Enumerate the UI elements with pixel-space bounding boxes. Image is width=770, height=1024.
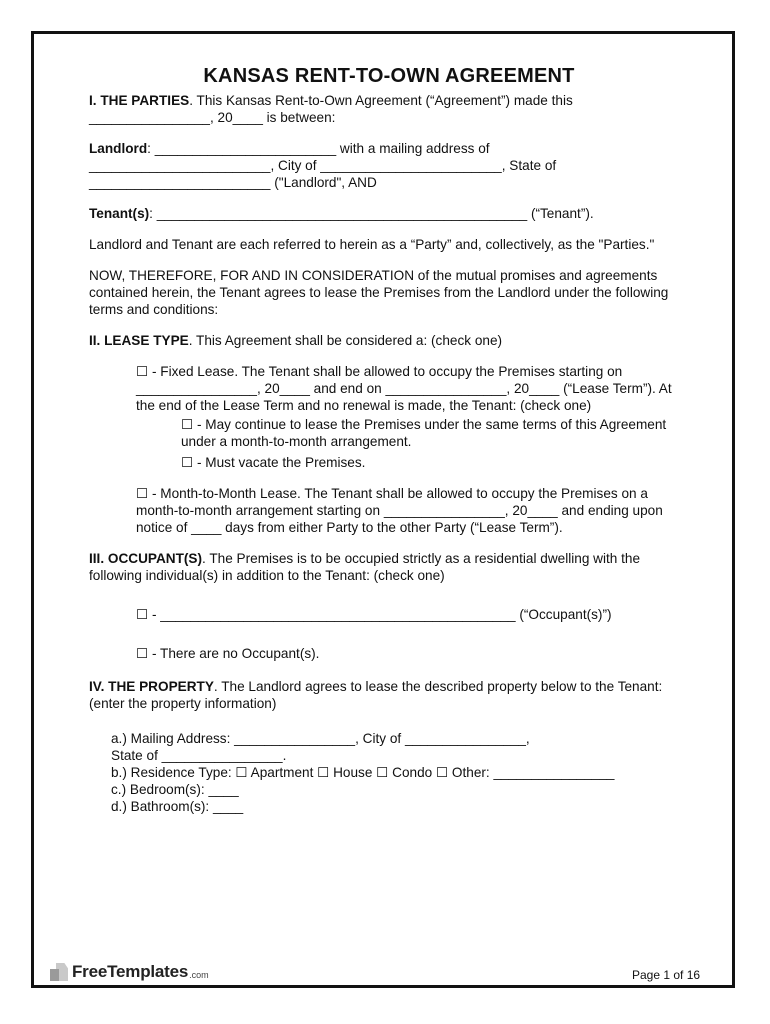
property-text: . The Landlord agrees to lease the described property below to the Tenant: (enter the property information) — [89, 679, 663, 711]
landlord-line-3: ________________________ ("Landlord", AND — [89, 175, 377, 190]
landlord-line-2: ________________________, City of ________________________, State of — [89, 158, 557, 173]
logo-text: FreeTemplates — [72, 962, 189, 981]
party-definition-paragraph: Landlord and Tenant are each referred to herein as a “Party” and, collectively, as the "Parties." — [89, 237, 655, 252]
month-to-month-option[interactable]: ☐ - Month-to-Month Lease. The Tenant shall be allowed to occupy the Premises on a month-to-month arrangement starting on ________________, 20____ and ending upon notice of ____ days from either Party to the other Party (“Lease Term”). — [136, 486, 663, 535]
freetemplates-logo — [50, 962, 209, 982]
document-title: KANSAS RENT-TO-OWN AGREEMENT — [203, 65, 575, 87]
page-number: Page 1 of 16 — [632, 968, 701, 982]
occupants-option-named[interactable]: ☐ - _______________________________________________ (“Occupant(s)”) — [136, 607, 612, 622]
parties-date-line: ________________, 20____ is between: — [89, 110, 336, 125]
lease-type-text: . This Agreement shall be considered a: (check one) — [188, 333, 503, 348]
lease-type-paragraph — [89, 332, 689, 349]
lease-type-heading: II. LEASE TYPE — [89, 333, 189, 348]
landlord-paragraph — [89, 140, 689, 191]
occupants-text: . The Premises is to be occupied strictly as a residential dwelling with the following individual(s) in addition to the Tenant: (check one) — [89, 551, 641, 583]
landlord-line-1: : ________________________ with a mailing address of — [147, 141, 490, 156]
tenant-label: Tenant(s) — [89, 206, 150, 221]
logo-suffix: .com — [189, 969, 209, 980]
document-stack-icon — [50, 963, 68, 981]
fixed-lease-suboption-continue[interactable]: ☐ - May continue to lease the Premises under the same terms of this Agreement under a month-to-month arrangement. — [181, 417, 667, 449]
parties-paragraph — [89, 92, 689, 126]
parties-heading: I. THE PARTIES — [89, 93, 190, 108]
property-mailing-address[interactable]: a.) Mailing Address: ________________, City of ________________, — [111, 731, 530, 746]
fixed-lease-suboption-vacate[interactable]: ☐ - Must vacate the Premises. — [181, 455, 366, 470]
landlord-label: Landlord — [89, 141, 148, 156]
property-heading: IV. THE PROPERTY — [89, 679, 214, 694]
parties-text: . This Kansas Rent-to-Own Agreement (“Agreement”) made this — [189, 93, 573, 108]
occupants-option-none[interactable]: ☐ - There are no Occupant(s). — [136, 646, 320, 661]
consideration-paragraph: NOW, THEREFORE, FOR AND IN CONSIDERATION of the mutual promises and agreements contained herein, the Tenant agrees to lease the Premises from the Landlord under the following terms and conditions: — [89, 268, 669, 317]
property-bathrooms[interactable]: d.) Bathroom(s): ____ — [111, 799, 244, 814]
property-residence-type[interactable]: b.) Residence Type: ☐ Apartment ☐ House ☐ Condo ☐ Other: ________________ — [111, 765, 615, 780]
tenant-line: : _________________________________________________ (“Tenant”). — [149, 206, 594, 221]
tenant-paragraph — [89, 205, 689, 222]
property-bedrooms[interactable]: c.) Bedroom(s): ____ — [111, 782, 239, 797]
document-body — [89, 64, 689, 815]
property-paragraph — [89, 678, 689, 712]
occupants-heading: III. OCCUPANT(S) — [89, 551, 203, 566]
fixed-lease-option[interactable]: ☐ - Fixed Lease. The Tenant shall be allowed to occupy the Premises starting on ________________, 20____ and end on ________________, 20____ (“Lease Term”). At the end of the Lease Term and no renewal is made, the Tenant: (check one) — [136, 364, 672, 413]
occupants-paragraph — [89, 550, 689, 584]
property-state[interactable]: State of ________________. — [111, 748, 287, 763]
